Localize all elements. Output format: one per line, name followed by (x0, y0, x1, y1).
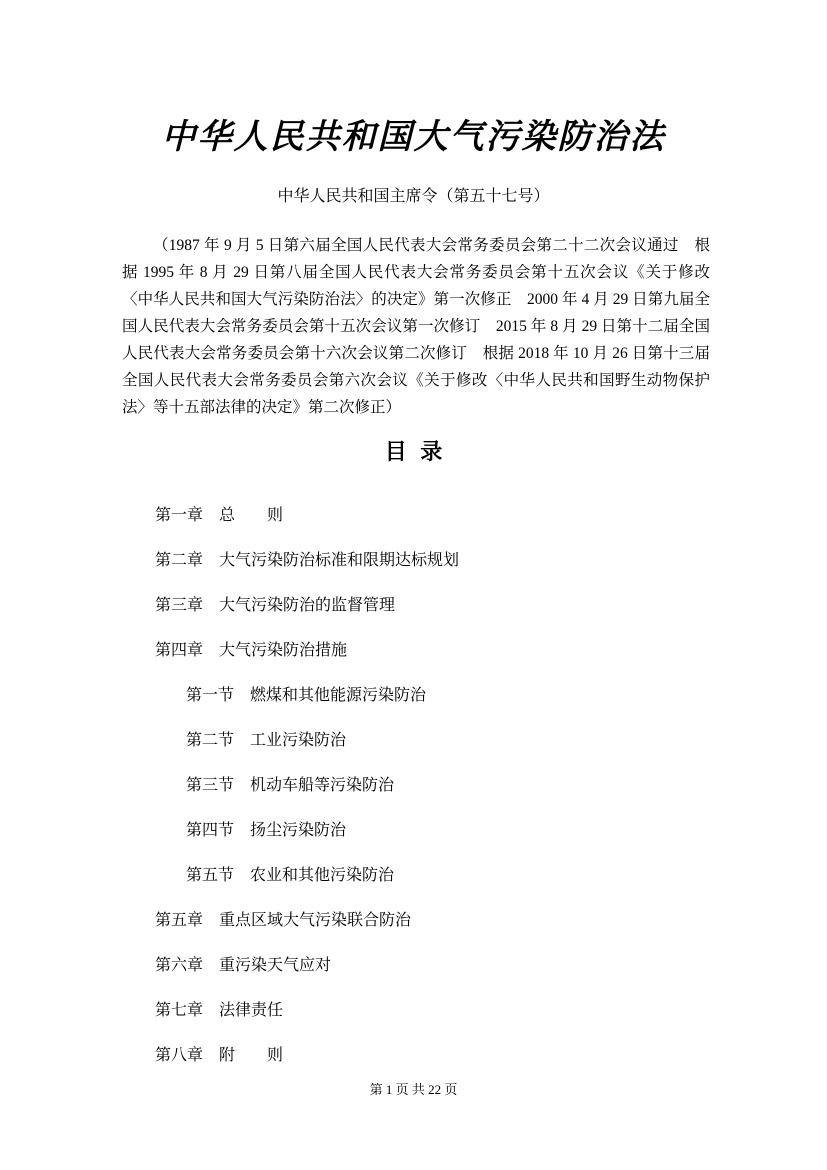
toc-item-title: 重污染天气应对 (219, 957, 332, 974)
toc-item (122, 851, 710, 896)
toc-item-label: 第八章 (155, 1047, 204, 1064)
toc-item-label: 第一节 (186, 687, 235, 704)
toc-item (122, 986, 710, 1031)
toc-item-label: 第五章 (155, 912, 204, 929)
page-footer: 第 1 页 共 22 页 (369, 1082, 458, 1097)
toc-item-title: 大气污染防治措施 (219, 642, 348, 659)
toc-item-label: 第六章 (155, 957, 204, 974)
toc-item-title: 机动车船等污染防治 (250, 777, 395, 794)
toc-item (122, 581, 710, 626)
toc-item-label: 第五节 (186, 867, 235, 884)
toc-item-label: 第三章 (155, 597, 204, 614)
toc-item-title: 总 则 (219, 507, 284, 524)
toc-item (122, 626, 710, 671)
toc-item-label: 第二节 (186, 732, 235, 749)
toc-item (122, 806, 710, 851)
toc-item-label: 第四节 (186, 822, 235, 839)
toc-item (122, 536, 710, 581)
toc-item-title: 大气污染防治标准和限期达标规划 (219, 552, 460, 569)
toc-item-label: 第二章 (155, 552, 204, 569)
toc-item-title: 农业和其他污染防治 (250, 867, 395, 884)
toc-item-label: 第四章 (155, 642, 204, 659)
toc-item-label: 第一章 (155, 507, 204, 524)
toc-item (122, 941, 710, 986)
toc-item-title: 大气污染防治的监督管理 (219, 597, 396, 614)
toc-item-title: 附 则 (219, 1047, 284, 1064)
toc-item (122, 671, 710, 716)
document-title: 中华人民共和国大气污染防治法 (161, 119, 666, 156)
toc-item (122, 896, 710, 941)
toc-list (122, 491, 710, 1076)
enactment-note: （1987 年 9 月 5 日第六届全国人民代表大会常务委员会第二十二次会议通过 根据 1995 年 8 月 29 日第八届全国人民代表大会常务委员会第十五次会议《关于修改〈中华人民共和国大气污染防治法〉的决定》第一次修正 2000 年 4 月 29 日第九届全国人民代表大会常务委员会第十五次会议第一次修订 2015 年 8 月 29 日第十二届全国人民代表大会常务委员会第十六次会议第二次修订 根据 2018 年 10 月 26 日第十三届全国人民代表大会常务委员会第六次会议《关于修改〈中华人民共和国野生动物保护法〉等十五部法律的决定》第二次修正） (122, 237, 710, 416)
toc-heading: 目 录 (384, 439, 443, 464)
toc-item-title: 重点区域大气污染联合防治 (219, 912, 412, 929)
toc-item-label: 第三节 (186, 777, 235, 794)
toc-item-title: 法律责任 (219, 1002, 284, 1019)
toc-item (122, 716, 710, 761)
toc-item-label: 第七章 (155, 1002, 204, 1019)
toc-item (122, 761, 710, 806)
toc-item-title: 燃煤和其他能源污染防治 (250, 687, 427, 704)
toc-item (122, 491, 710, 536)
toc-item (122, 1031, 710, 1076)
toc-item-title: 工业污染防治 (250, 732, 347, 749)
document-subtitle: 中华人民共和国主席令（第五十七号） (277, 188, 550, 205)
toc-item-title: 扬尘污染防治 (250, 822, 347, 839)
